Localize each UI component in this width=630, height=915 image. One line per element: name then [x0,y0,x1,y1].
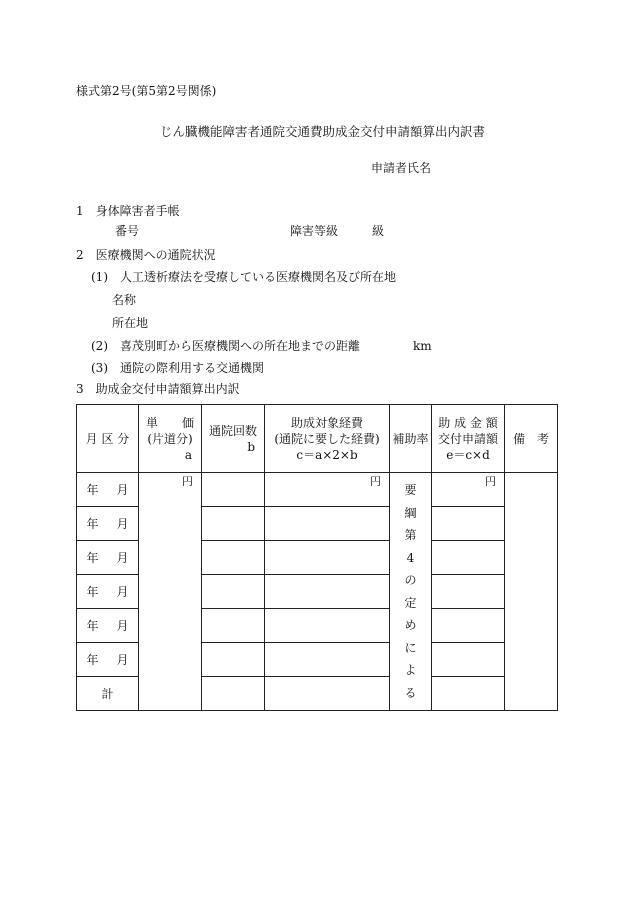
handbook-number-label: 番号 [115,224,140,238]
grant-amount-cell [432,609,505,643]
month-cell: 年 月 [77,609,139,643]
disability-grade-unit: 級 [372,224,385,238]
month-cell: 年 月 [77,507,139,541]
header-unit-price: 単 価 (片道分) a [139,405,202,473]
page-title: じん臓機能障害者通院交通費助成金交付申請額算出内訳書 [160,124,486,139]
header-remarks: 備 考 [505,405,558,473]
visit-count-cell [202,541,265,575]
section2-heading: 2 医療機関への通院状況 [76,248,216,262]
total-visit-count-cell [202,677,265,711]
header-subsidy-rate: 補助率 [390,405,432,473]
visit-count-cell [202,507,265,541]
grant-amount-cell [432,575,505,609]
institution-address-label: 所在地 [112,316,149,330]
subsidy-rate-cell: 要 綱 第 4 の 定 め に よ る [390,473,432,711]
month-cell: 年 月 [77,541,139,575]
header-eligible-cost: 助成対象経費 (通院に要した経費) c＝a×2×b [265,405,390,473]
medical-institution-item: (1) 人工透析療法を受療している医療機関名及び所在地 [91,270,397,284]
table-row [77,473,558,507]
grant-amount-cell [432,541,505,575]
month-cell: 年 月 [77,575,139,609]
visit-count-cell [202,643,265,677]
eligible-cost-cell [265,541,390,575]
header-month-category: 月 区 分 [77,405,139,473]
form-number: 様式第2号(第5第2号関係) [76,84,217,98]
eligible-cost-cell [265,507,390,541]
unit-price-cell: 円 [139,473,202,711]
grant-amount-cell: 円 [432,473,505,507]
distance-unit: km [413,339,432,353]
calculation-table [76,404,558,711]
eligible-cost-cell: 円 [265,473,390,507]
transport-item: (3) 通院の際利用する交通機関 [91,361,264,375]
visit-count-cell [202,575,265,609]
eligible-cost-cell [265,643,390,677]
section1-heading: 1 身体障害者手帳 [76,204,180,218]
distance-item: (2) 喜茂別町から医療機関への所在地までの距離 [91,339,360,353]
header-grant-amount: 助 成 金 額 交付申請額 e＝c×d [432,405,505,473]
total-label-cell: 計 [77,677,139,711]
table-header-row [77,405,558,473]
visit-count-cell [202,473,265,507]
grant-amount-cell [432,507,505,541]
month-cell: 年 月 [77,473,139,507]
grant-amount-cell [432,643,505,677]
remarks-cell [505,473,558,711]
institution-name-label: 名称 [112,293,137,307]
visit-count-cell [202,609,265,643]
eligible-cost-cell [265,575,390,609]
section3-heading: 3 助成金交付申請額算出内訳 [76,382,240,396]
total-eligible-cost-cell [265,677,390,711]
applicant-name-label: 申請者氏名 [371,161,432,175]
total-grant-amount-cell [432,677,505,711]
disability-grade-label: 障害等級 [290,224,339,238]
eligible-cost-cell [265,609,390,643]
month-cell: 年 月 [77,643,139,677]
header-visit-count: 通院回数 b [202,405,265,473]
